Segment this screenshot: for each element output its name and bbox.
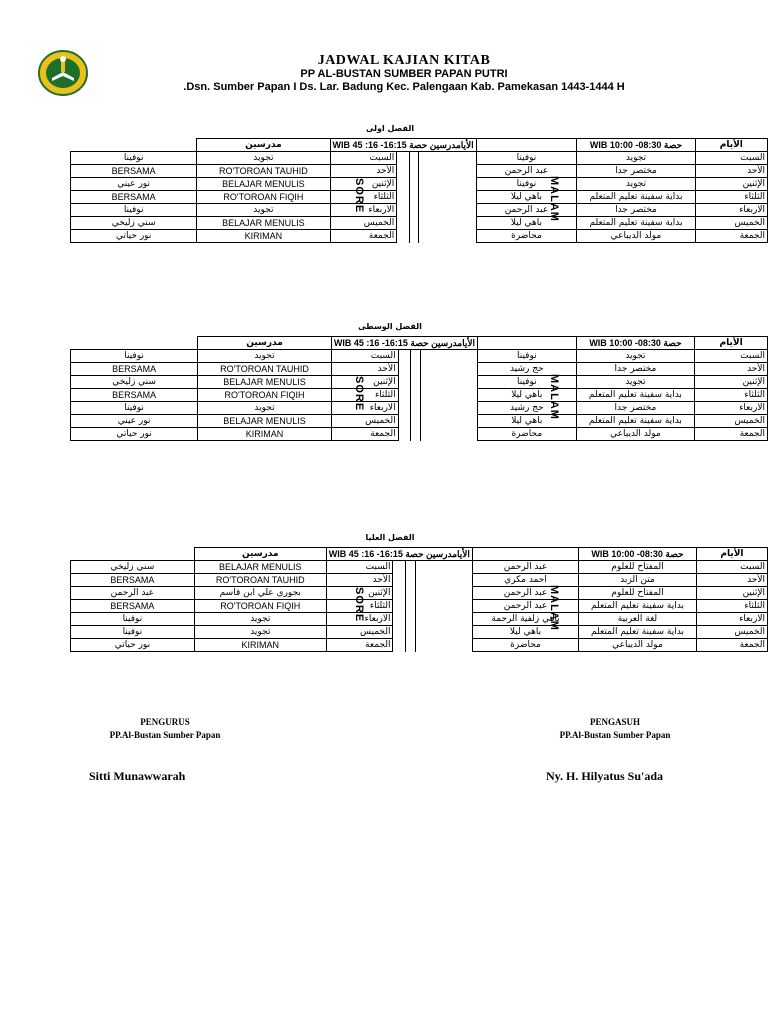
- sore-day-cell: الجمعة: [331, 428, 398, 441]
- sore-label: SORE: [353, 587, 365, 623]
- header-mudarrisin-2: [472, 548, 578, 561]
- sore-day-cell: الثلثاء: [326, 600, 393, 613]
- sore-day-cell: الجمعة: [326, 639, 393, 652]
- table-row: [71, 428, 768, 441]
- malam-kitab-cell: لغة العربية: [579, 613, 697, 626]
- table-row: [71, 415, 768, 428]
- table-row: [71, 613, 768, 626]
- table-row: [71, 639, 768, 652]
- sore-kitab-cell: RO'TOROAN TAUHID: [197, 165, 330, 178]
- section-title: الفصل العليا: [365, 533, 415, 542]
- malam-day-cell: الثلثاء: [695, 191, 767, 204]
- malam-kitab-cell: بداية سفينة تعليم المتعلم: [576, 415, 695, 428]
- sore-kitab-cell: بجوري علي ابن قاسم: [194, 587, 326, 600]
- malam-label: MALAM: [548, 374, 560, 420]
- sore-teacher-cell: نوفينا: [71, 402, 198, 415]
- sore-day-cell: السبت: [331, 350, 398, 363]
- header-mudarrisin: مدرسين: [198, 337, 332, 350]
- sore-day-cell: الخميس: [331, 415, 398, 428]
- pengasuh-role: PENGASUH: [589, 717, 640, 727]
- pengasuh-name: Ny. H. Hilyatus Su'ada: [546, 769, 664, 783]
- malam-teacher-cell: عبد الرحمن: [472, 600, 578, 613]
- malam-teacher-cell: عبد الرحمن: [476, 204, 577, 217]
- sore-day-cell: الأحد: [331, 363, 398, 376]
- sore-kitab-cell: BELAJAR MENULIS: [198, 376, 332, 389]
- malam-teacher-cell: احمد مكري: [472, 574, 578, 587]
- sore-day-cell: الإثنين: [330, 178, 397, 191]
- malam-teacher-cell: نوفينا: [476, 152, 577, 165]
- header-days: الأيام: [696, 548, 767, 561]
- schedule-table: [70, 547, 768, 652]
- malam-day-cell: الجمعة: [695, 230, 767, 243]
- header-days: الأيام: [695, 139, 767, 152]
- sore-teacher-cell: نور حياتي: [71, 230, 197, 243]
- sore-kitab-cell: RO'TOROAN FIQIH: [197, 191, 330, 204]
- malam-teacher-cell: باهي ليلا: [476, 217, 577, 230]
- malam-teacher-cell: محاضرة: [478, 428, 577, 441]
- malam-teacher-cell: نوفينا: [478, 350, 577, 363]
- malam-kitab-cell: بداية سفينة تعليم المتعلم: [577, 191, 695, 204]
- malam-label: MALAM: [548, 585, 560, 631]
- header-sore-time: WIB 45 :16 -16:15 الأيامدرسين حصة: [331, 337, 477, 350]
- header-malam-time: WIB 10:00 -08:30 حصة: [577, 139, 695, 152]
- sore-teacher-cell: نوفينا: [71, 350, 198, 363]
- sore-day-cell: الجمعة: [330, 230, 397, 243]
- malam-kitab-cell: تجويد: [576, 350, 695, 363]
- malam-day-cell: الإثنين: [696, 587, 767, 600]
- sore-teacher-cell: نوفينا: [71, 152, 197, 165]
- malam-day-cell: السبت: [696, 561, 767, 574]
- table-row: [71, 402, 768, 415]
- table-row: [71, 600, 768, 613]
- sore-day-cell: الاربعاء: [326, 613, 393, 626]
- header-malam-time: WIB 10:00 -08:30 حصة: [579, 548, 697, 561]
- malam-kitab-cell: مختصر جدا: [576, 402, 695, 415]
- sore-teacher-cell: BERSAMA: [71, 363, 198, 376]
- sore-label: SORE: [353, 376, 365, 412]
- malam-kitab-cell: تجويد: [577, 178, 695, 191]
- malam-kitab-cell: متن الزبد: [579, 574, 697, 587]
- header-mudarrisin-2: [476, 139, 577, 152]
- sore-day-cell: الاربعاء: [330, 204, 397, 217]
- table-row: [71, 178, 768, 191]
- sore-kitab-cell: BELAJAR MENULIS: [198, 415, 332, 428]
- section-title: الفصل اولى: [365, 124, 415, 133]
- malam-label: MALAM: [548, 176, 560, 222]
- malam-teacher-cell: عبد الرحمن: [472, 587, 578, 600]
- sore-kitab-cell: RO'TOROAN TAUHID: [194, 574, 326, 587]
- sore-kitab-cell: تجويد: [194, 613, 326, 626]
- table-row: [71, 389, 768, 402]
- sore-day-cell: السبت: [326, 561, 393, 574]
- sore-kitab-cell: تجويد: [198, 402, 332, 415]
- sore-teacher-cell: سني زليخي: [71, 376, 198, 389]
- malam-teacher-cell: حج رشيد: [478, 363, 577, 376]
- malam-day-cell: الخميس: [696, 626, 767, 639]
- table-row: [71, 191, 768, 204]
- sore-kitab-cell: RO'TOROAN TAUHID: [198, 363, 332, 376]
- malam-teacher-cell: باهي ليلا: [472, 626, 578, 639]
- sore-teacher-cell: سني زليخي: [71, 217, 197, 230]
- malam-day-cell: الأحد: [696, 574, 767, 587]
- sore-teacher-cell: نور عيني: [71, 178, 197, 191]
- malam-kitab-cell: مولد الديباعي: [577, 230, 695, 243]
- pengurus-name: Sitti Munawwarah: [89, 769, 186, 783]
- malam-kitab-cell: مولد الديباعي: [576, 428, 695, 441]
- header-sore-time: WIB 45 :16 -16:15 الأيامدرسين حصة: [330, 139, 476, 152]
- malam-kitab-cell: بداية سفينة تعليم المتعلم: [579, 626, 697, 639]
- table-row: [71, 626, 768, 639]
- sore-teacher-cell: نوفينا: [71, 204, 197, 217]
- sore-teacher-cell: نور حياتي: [71, 639, 195, 652]
- malam-day-cell: الخميس: [695, 217, 767, 230]
- table-row: [71, 217, 768, 230]
- malam-kitab-cell: مختصر جدا: [576, 363, 695, 376]
- sore-teacher-cell: نوفينا: [71, 613, 195, 626]
- sore-day-cell: الإثنين: [331, 376, 398, 389]
- malam-kitab-cell: المفتاح للعلوم: [579, 561, 697, 574]
- malam-day-cell: الثلثاء: [695, 389, 768, 402]
- malam-day-cell: الأحد: [695, 165, 767, 178]
- header-mudarrisin-2: [478, 337, 577, 350]
- page-subtitle: PP AL-BUSTAN SUMBER PAPAN PUTRI: [300, 68, 508, 80]
- sore-teacher-cell: نوفينا: [71, 626, 195, 639]
- table-row: [71, 230, 768, 243]
- malam-teacher-cell: باهي زلفية الرحمة: [472, 613, 578, 626]
- sore-day-cell: الأحد: [330, 165, 397, 178]
- malam-kitab-cell: تجويد: [577, 152, 695, 165]
- malam-day-cell: الاربعاء: [695, 204, 767, 217]
- table-row: [71, 152, 768, 165]
- page-title: JADWAL KAJIAN KITAB: [317, 53, 491, 68]
- sore-teacher-cell: BERSAMA: [71, 600, 195, 613]
- malam-teacher-cell: نوفينا: [478, 376, 577, 389]
- header-days: الأيام: [695, 337, 768, 350]
- sore-teacher-cell: BERSAMA: [71, 165, 197, 178]
- page-address: .Dsn. Sumber Papan I Ds. Lar. Badung Kec. Palengaan Kab. Pamekasan 1443-1444 H: [183, 81, 625, 93]
- malam-day-cell: الإثنين: [695, 376, 768, 389]
- malam-day-cell: السبت: [695, 350, 768, 363]
- sore-day-cell: الثلثاء: [331, 389, 398, 402]
- table-row: [71, 376, 768, 389]
- malam-day-cell: الخميس: [695, 415, 768, 428]
- table-row: [71, 574, 768, 587]
- malam-day-cell: الإثنين: [695, 178, 767, 191]
- malam-kitab-cell: بداية سفينة تعليم المتعلم: [579, 600, 697, 613]
- table-row: [71, 363, 768, 376]
- sore-teacher-cell: نور حياتي: [71, 428, 198, 441]
- sore-teacher-cell: BERSAMA: [71, 191, 197, 204]
- sore-kitab-cell: تجويد: [194, 626, 326, 639]
- sore-label: SORE: [353, 178, 365, 214]
- malam-day-cell: الجمعة: [696, 639, 767, 652]
- header-mudarrisin: مدرسين: [197, 139, 330, 152]
- malam-kitab-cell: بداية سفينة تعليم المتعلم: [577, 217, 695, 230]
- sore-kitab-cell: تجويد: [198, 350, 332, 363]
- malam-teacher-cell: باهي ليلا: [478, 389, 577, 402]
- malam-day-cell: الاربعاء: [696, 613, 767, 626]
- malam-teacher-cell: باهي ليلا: [478, 415, 577, 428]
- sore-day-cell: الخميس: [326, 626, 393, 639]
- malam-teacher-cell: باهي ليلا: [476, 191, 577, 204]
- table-row: [71, 204, 768, 217]
- sore-teacher-cell: عبد الرحمن: [71, 587, 195, 600]
- malam-teacher-cell: نوفينا: [476, 178, 577, 191]
- sore-day-cell: الخميس: [330, 217, 397, 230]
- schedule-table: [70, 138, 768, 243]
- malam-day-cell: الجمعة: [695, 428, 768, 441]
- table-row: [71, 561, 768, 574]
- pengurus-org: PP.Al-Bustan Sumber Papan: [109, 730, 221, 740]
- malam-teacher-cell: محاضرة: [472, 639, 578, 652]
- pengasuh-org: PP.Al-Bustan Sumber Papan: [559, 730, 671, 740]
- sore-day-cell: الإثنين: [326, 587, 393, 600]
- sore-day-cell: الاربعاء: [331, 402, 398, 415]
- malam-kitab-cell: مختصر جدا: [577, 204, 695, 217]
- malam-kitab-cell: تجويد: [576, 376, 695, 389]
- malam-day-cell: الأحد: [695, 363, 768, 376]
- sore-kitab-cell: RO'TOROAN FIQIH: [198, 389, 332, 402]
- table-row: [71, 165, 768, 178]
- sore-teacher-cell: BERSAMA: [71, 389, 198, 402]
- malam-kitab-cell: مولد الديباعي: [579, 639, 697, 652]
- pengurus-role: PENGURUS: [140, 717, 190, 727]
- malam-teacher-cell: محاضرة: [476, 230, 577, 243]
- sore-kitab-cell: BELAJAR MENULIS: [197, 217, 330, 230]
- header-malam-time: WIB 10:00 -08:30 حصة: [576, 337, 695, 350]
- sore-day-cell: الثلثاء: [330, 191, 397, 204]
- schedule-table: [70, 336, 768, 441]
- sore-kitab-cell: BELAJAR MENULIS: [197, 178, 330, 191]
- header-sore-time: WIB 45 :16 -16:15 الأيامدرسين حصة: [326, 548, 472, 561]
- table-row: [71, 350, 768, 363]
- sore-kitab-cell: تجويد: [197, 152, 330, 165]
- sore-teacher-cell: سني زليخي: [71, 561, 195, 574]
- sore-kitab-cell: KIRIMAN: [198, 428, 332, 441]
- sore-teacher-cell: BERSAMA: [71, 574, 195, 587]
- sore-kitab-cell: RO'TOROAN FIQIH: [194, 600, 326, 613]
- malam-day-cell: السبت: [695, 152, 767, 165]
- malam-teacher-cell: عبد الرحمن: [472, 561, 578, 574]
- header-mudarrisin: مدرسين: [194, 548, 326, 561]
- sore-kitab-cell: تجويد: [197, 204, 330, 217]
- sore-kitab-cell: KIRIMAN: [197, 230, 330, 243]
- table-row: [71, 587, 768, 600]
- malam-teacher-cell: عبد الرحمن: [476, 165, 577, 178]
- malam-teacher-cell: حج رشيد: [478, 402, 577, 415]
- sore-day-cell: الأحد: [326, 574, 393, 587]
- sore-kitab-cell: BELAJAR MENULIS: [194, 561, 326, 574]
- malam-kitab-cell: المفتاح للعلوم: [579, 587, 697, 600]
- malam-day-cell: الثلثاء: [696, 600, 767, 613]
- sore-kitab-cell: KIRIMAN: [194, 639, 326, 652]
- malam-kitab-cell: بداية سفينة تعليم المتعلم: [576, 389, 695, 402]
- section-title: الفصل الوسطى: [358, 322, 422, 331]
- sore-day-cell: السبت: [330, 152, 397, 165]
- malam-day-cell: الاربعاء: [695, 402, 768, 415]
- sore-teacher-cell: نور عيني: [71, 415, 198, 428]
- malam-kitab-cell: مختصر جدا: [577, 165, 695, 178]
